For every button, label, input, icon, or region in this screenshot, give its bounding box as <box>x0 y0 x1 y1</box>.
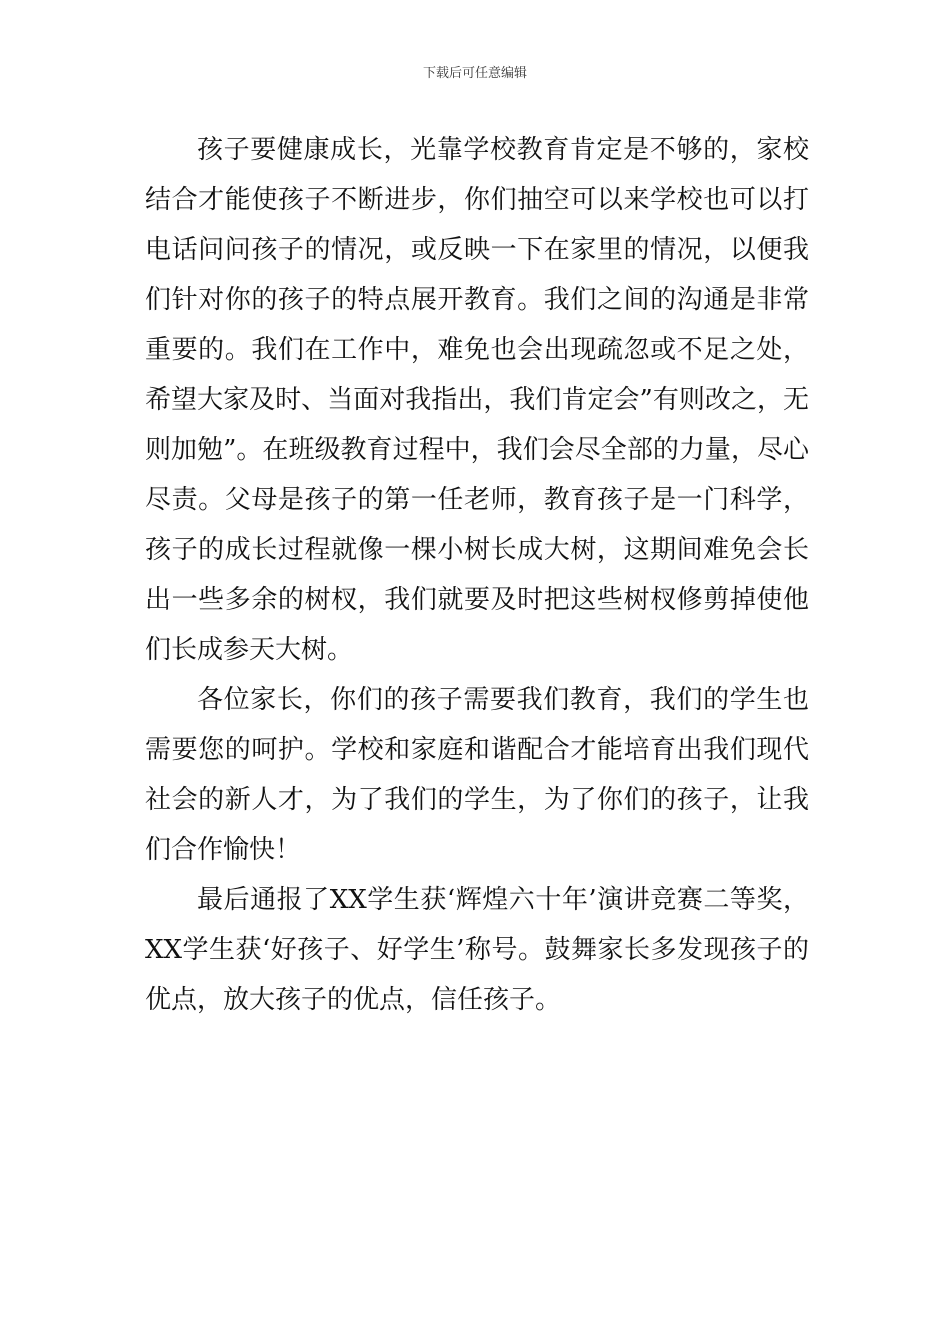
page-header: 下载后可任意编辑 <box>422 66 527 81</box>
paragraph-2: 各位家长，你们的孩子需要我们教育，我们的学生也需要您的呵护。学校和家庭和谐配合才能培育出我们现代社会的新人才，为了我们的学生，为了你们的孩子，让我们合作愉快！ <box>145 685 809 865</box>
paragraph-3: 最后通报了XX学生获‘辉煌六十年’演讲竞赛二等奖，XX学生获‘好孩子、好学生’称号。鼓舞家长多发现孩子的优点，放大孩子的优点，信任孩子。 <box>145 885 809 1015</box>
paragraph-1: 孩子要健康成长，光靠学校教育肯定是不够的，家校结合才能使孩子不断进步，你们抽空可以来学校也可以打电话问问孩子的情况，或反映一下在家里的情况，以便我们针对你的孩子的特点展开教育。我们之间的沟通是非常重要的。我们在工作中，难免也会出现疏忽或不足之处，希望大家及时、当面对我指出，我们肯定会”有则改之，无则加勉”。在班级教育过程中，我们会尽全部的力量，尽心尽责。父母是孩子的第一任老师，教育孩子是一门科学，孩子的成长过程就像一棵小树长成大树，这期间难免会长出一些多余的树杈，我们就要及时把这些树杈修剪掉使他们长成参天大树。 <box>145 135 809 665</box>
document-body <box>145 125 809 1025</box>
